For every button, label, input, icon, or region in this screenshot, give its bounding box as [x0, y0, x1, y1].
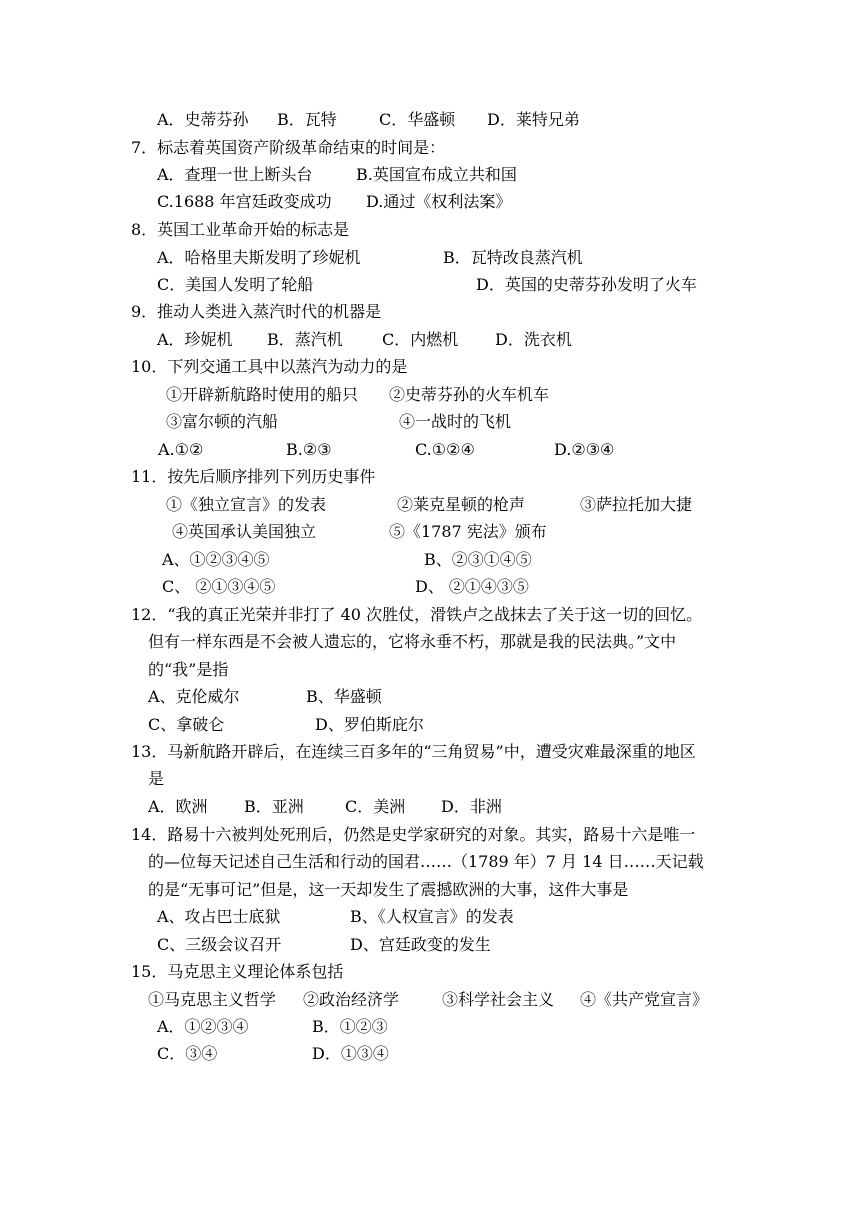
q14-option-c: C、三级会议召开 [157, 935, 282, 954]
q9-option-d: D．洗衣机 [495, 330, 572, 349]
q14-option-a: A、攻占巴士底狱 [157, 907, 281, 926]
q11-item-2: ②莱克星顿的枪声 [397, 495, 526, 514]
q14-option-b: B、《人权宣言》的发表 [350, 907, 514, 926]
q8-option-c: C．美国人发明了轮船 [157, 275, 314, 294]
q11-option-b: B、②③①④⑤ [424, 550, 532, 569]
q13-stem-line-1: 13．马新航路开辟后，在连续三百多年的“三角贸易”中，遭受灾难最深重的地区 [131, 742, 696, 761]
q11-stem: 11．按先后顺序排列下列历史事件 [131, 467, 376, 486]
q15-option-c: C．③④ [157, 1044, 218, 1063]
q10-item-4: ④一战时的飞机 [399, 412, 512, 431]
q7-option-c: C.1688 年宫廷政变成功 [157, 192, 332, 211]
q8-option-d: D．英国的史蒂芬孙发明了火车 [476, 275, 697, 294]
q6-option-c: C．华盛顿 [379, 110, 456, 129]
q10-item-2: ②史蒂芬孙的火车机车 [389, 385, 550, 404]
q8-stem: 8．英国工业革命开始的标志是 [131, 220, 350, 239]
q6-option-b: B．瓦特 [277, 110, 337, 129]
q10-option-a: A.①② [158, 440, 204, 459]
q11-option-d: D、 ②①④③⑤ [415, 577, 529, 596]
q12-option-c: C、拿破仑 [148, 715, 225, 734]
q14-stem-line-3: 的是“无事可记”但是，这一天却发生了震撼欧洲的大事，这件大事是 [148, 880, 629, 899]
q14-stem-line-2: 的—位每天记述自己生活和行动的国君……（1789 年）7 月 14 日……天记载 [148, 852, 704, 871]
q15-stem: 15．马克思主义理论体系包括 [131, 962, 344, 981]
q7-option-a: A．查理一世上断头台 [157, 165, 313, 184]
q15-option-b: B．①②③ [312, 1017, 388, 1036]
q8-option-a: A．哈格里夫斯发明了珍妮机 [157, 248, 361, 267]
q10-stem: 10．下列交通工具中以蒸汽为动力的是 [131, 357, 408, 376]
q10-option-b: B.②③ [286, 440, 332, 459]
q11-item-1: ①《独立宣言》的发表 [166, 495, 327, 514]
q12-stem-line-3: 的“我”是指 [148, 660, 229, 679]
q11-option-a: A、①②③④⑤ [162, 550, 270, 569]
q13-option-d: D．非洲 [441, 797, 502, 816]
q11-item-4: ④英国承认美国独立 [172, 522, 317, 541]
q6-option-a: A．史蒂芬孙 [157, 110, 249, 129]
q10-item-1: ①开辟新航路时使用的船只 [166, 385, 359, 404]
q12-option-a: A、克伦威尔 [148, 687, 240, 706]
q7-option-b: B.英国宣布成立共和国 [356, 165, 517, 184]
q10-option-c: C.①②④ [415, 440, 475, 459]
q15-item-1: ①马克思主义哲学 [148, 990, 277, 1009]
q15-item-2: ②政治经济学 [303, 990, 400, 1009]
q7-option-d: D.通过《权利法案》 [366, 192, 512, 211]
q12-option-d: D、罗伯斯庇尔 [315, 715, 424, 734]
q9-option-a: A．珍妮机 [157, 330, 233, 349]
q13-option-a: A．欧洲 [148, 797, 208, 816]
q12-option-b: B、华盛顿 [306, 687, 382, 706]
q15-item-4: ④《共产党宣言》 [580, 990, 709, 1009]
q14-stem-line-1: 14．路易十六被判处死刑后，仍然是史学家研究的对象。其实，路易十六是唯一 [131, 825, 696, 844]
q11-item-3: ③萨拉托加大捷 [580, 495, 693, 514]
q13-option-b: B．亚洲 [244, 797, 304, 816]
q9-option-b: B．蒸汽机 [267, 330, 343, 349]
q10-item-3: ③富尔顿的汽船 [166, 412, 279, 431]
q8-option-b: B．瓦特改良蒸汽机 [443, 248, 583, 267]
q15-option-d: D．①③④ [312, 1044, 389, 1063]
q11-item-5: ⑤《1787 宪法》颁布 [389, 522, 547, 541]
q7-stem: 7．标志着英国资产阶级革命结束的时间是： [131, 138, 446, 157]
q15-item-3: ③科学社会主义 [442, 990, 555, 1009]
q9-stem: 9．推动人类进入蒸汽时代的机器是 [131, 302, 382, 321]
q15-option-a: A．①②③④ [157, 1017, 249, 1036]
q11-option-c: C、 ②①③④⑤ [162, 577, 276, 596]
q13-stem-line-2: 是 [148, 769, 165, 788]
q14-option-d: D、宫廷政变的发生 [350, 935, 491, 954]
q9-option-c: C．内燃机 [382, 330, 459, 349]
q13-option-c: C．美洲 [345, 797, 406, 816]
q10-option-d: D.②③④ [554, 440, 615, 459]
q12-stem-line-2: 但有一样东西是不会被人遗忘的，它将永垂不朽，那就是我的民法典。”文中 [148, 632, 677, 651]
q12-stem-line-1: 12．“我的真正光荣并非打了 40 次胜仗，滑铁卢之战抹去了关于这一切的回忆。 [131, 605, 703, 624]
q6-option-d: D．莱特兄弟 [487, 110, 580, 129]
